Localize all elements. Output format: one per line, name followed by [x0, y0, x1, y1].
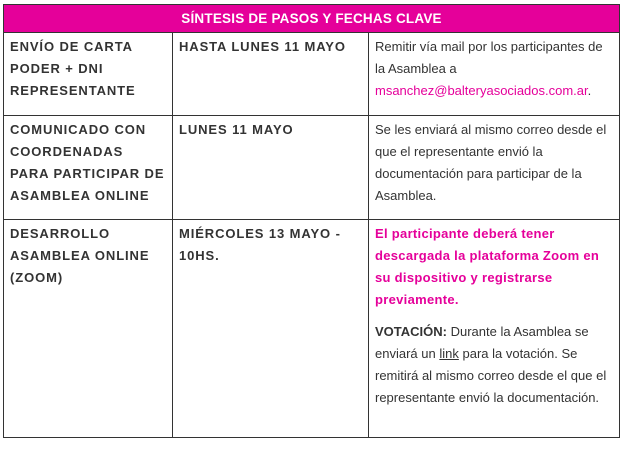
vote-text-end: para la votación. Se remitirá al mismo correo desde el que el representante envió la documentación.: [375, 346, 607, 405]
description-cell: [369, 220, 620, 438]
summary-table: [3, 4, 620, 438]
date-cell: HASTA LUNES 11 MAYO: [173, 33, 369, 116]
vote-label: VOTACIÓN:: [375, 324, 447, 339]
description-text: Remitir vía mail por los participantes de la Asamblea a: [375, 39, 603, 76]
vote-info: [375, 321, 613, 409]
table-title: SÍNTESIS DE PASOS Y FECHAS CLAVE: [4, 5, 620, 33]
step-cell: COMUNICADO CON COORDENADAS PARA PARTICIPAR DE ASAMBLEA ONLINE: [4, 116, 173, 220]
table-row: [4, 116, 620, 220]
step-cell: DESARROLLO ASAMBLEA ONLINE (ZOOM): [4, 220, 173, 438]
table-header-row: [4, 5, 620, 33]
email-link[interactable]: msanchez@balteryasociados.com.ar: [375, 83, 588, 98]
step-cell: ENVÍO DE CARTA PODER + DNI REPRESENTANTE: [4, 33, 173, 116]
vote-text-start: Durante la Asamblea se enviará un: [375, 324, 589, 361]
zoom-requirement-note: El participante deberá tener descargada la plataforma Zoom en su dispositivo y registrarse previamente.: [375, 226, 600, 307]
description-cell: [369, 33, 620, 116]
description-cell: Se les enviará al mismo correo desde el que el representante envió la documentación para participar de la Asamblea.: [369, 116, 620, 220]
description-end: .: [587, 83, 592, 98]
vote-link[interactable]: link: [439, 346, 459, 361]
table-row: [4, 220, 620, 438]
date-cell: MIÉRCOLES 13 MAYO - 10HS.: [173, 220, 369, 438]
table-row: [4, 33, 620, 116]
date-cell: LUNES 11 MAYO: [173, 116, 369, 220]
